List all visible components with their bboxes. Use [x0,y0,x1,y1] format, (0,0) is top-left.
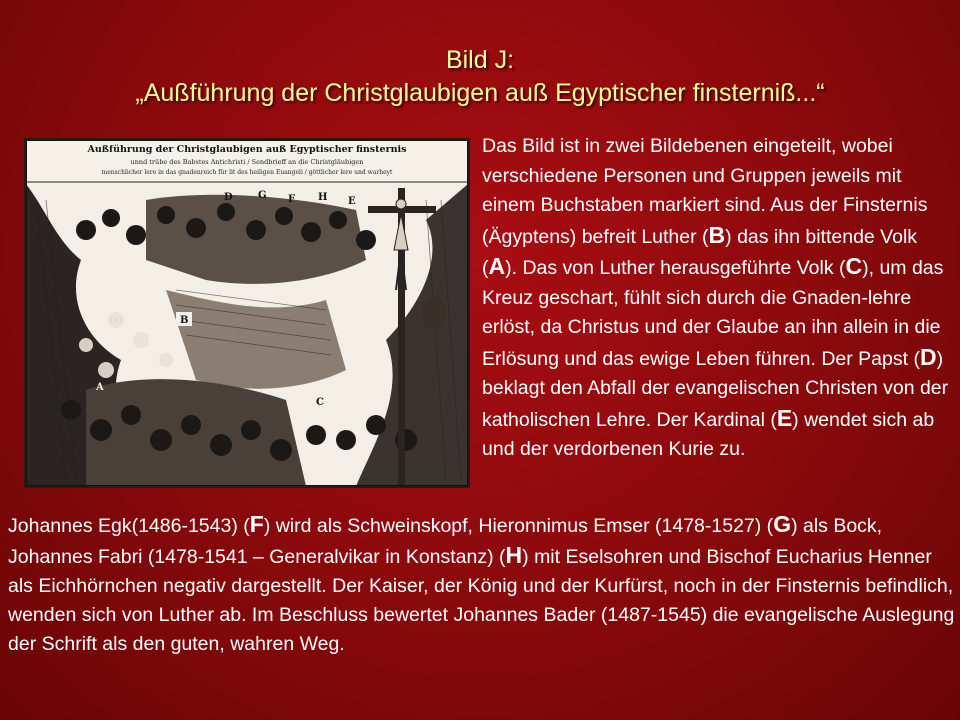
para1-text-2: ) das ihn bittende Volk ( [482,225,918,279]
para1-letter-e: E [776,404,793,431]
para1-text-6: ) wendet sich ab und der verdorbenen Kurie zu. [482,408,935,460]
slide-title [0,44,960,110]
woodcut-drawing [26,140,468,486]
woodcut-marker-e: E [348,196,356,207]
woodcut-marker-f: F [288,194,296,205]
woodcut-marker-h: H [318,192,328,203]
para1-text-5: ) beklagt den Abfall der evangelischen Christen von der katholischen Lehre. Der Kardinal ( [482,347,949,431]
woodcut-marker-a: A [96,382,104,393]
figures-paragraph [8,510,956,659]
para1-text-4: ), um das Kreuz geschart, fühlt sich durch die Gnaden-lehre erlöst, da Christus und der Glaube an ihn allein in die Erlösung und das ewige Leben führen. Der Papst ( [482,257,944,370]
para2-letter-h: H [505,542,523,568]
woodcut-header-line1: Außführung der Christglaubigen auß Egyptischer finsternis [87,144,407,155]
para1-letter-a: A [488,253,506,279]
woodcut-marker-g: G [258,190,267,201]
para2-text-1: Johannes Egk(1486-1543) ( [8,515,250,537]
para1-text-1: Das Bild ist in zwei Bildebenen eingeteilt, wobei verschiedene Personen und Gruppen jeweils mit einem Buchstaben markiert sind. Aus der Finsternis (Ägyptens) befreit Luther ( [482,135,928,248]
woodcut-header-line2: unnd trübe des Babstes Antichristi / Sendbrieff an die Christgläubigen [130,158,364,166]
para1-letter-c: C [845,253,863,279]
slide-title-line1: Bild J: [445,46,515,74]
para2-letter-f: F [249,511,264,537]
para1-letter-b: B [708,221,726,248]
para1-text-3: ). Das von Luther herausgeführte Volk ( [505,257,846,279]
woodcut-marker-c: C [316,397,324,408]
para2-text-2: ) wird als Schweinskopf, Hieronnimus Emser (1478-1527) ( [263,515,774,537]
woodcut-header-line3: menschlicher lere in das gnadenreich für lit des heiligen Euangeli / göttlicher lere und warheyt [101,169,393,176]
para2-letter-g: G [773,511,792,537]
para2-text-3: ) als Bock, Johannes Fabri (1478-1541 – Generalvikar in Konstanz) ( [8,515,883,568]
slide-title-line2: „Außführung der Christglaubigen auß Egyptischer finsterniß...“ [135,79,825,107]
woodcut-image [24,138,470,488]
para2-text-4: ) mit Eselsohren und Bischof Eucharius Henner als Eichhörnchen negativ dargestellt. Der Kaiser, der König und der Kurfürst, noch in der Finsternis befindlich, wenden sich von Luther ab. Im Beschluss bewertet Johannes Bader (1487-1545) die evangelische Auslegung der Schrift als den guten, wahren Weg. [8,546,955,655]
woodcut-marker-d: D [224,192,233,203]
description-paragraph [482,132,956,465]
woodcut-marker-b: B [180,315,189,326]
para1-letter-d: D [919,343,937,370]
